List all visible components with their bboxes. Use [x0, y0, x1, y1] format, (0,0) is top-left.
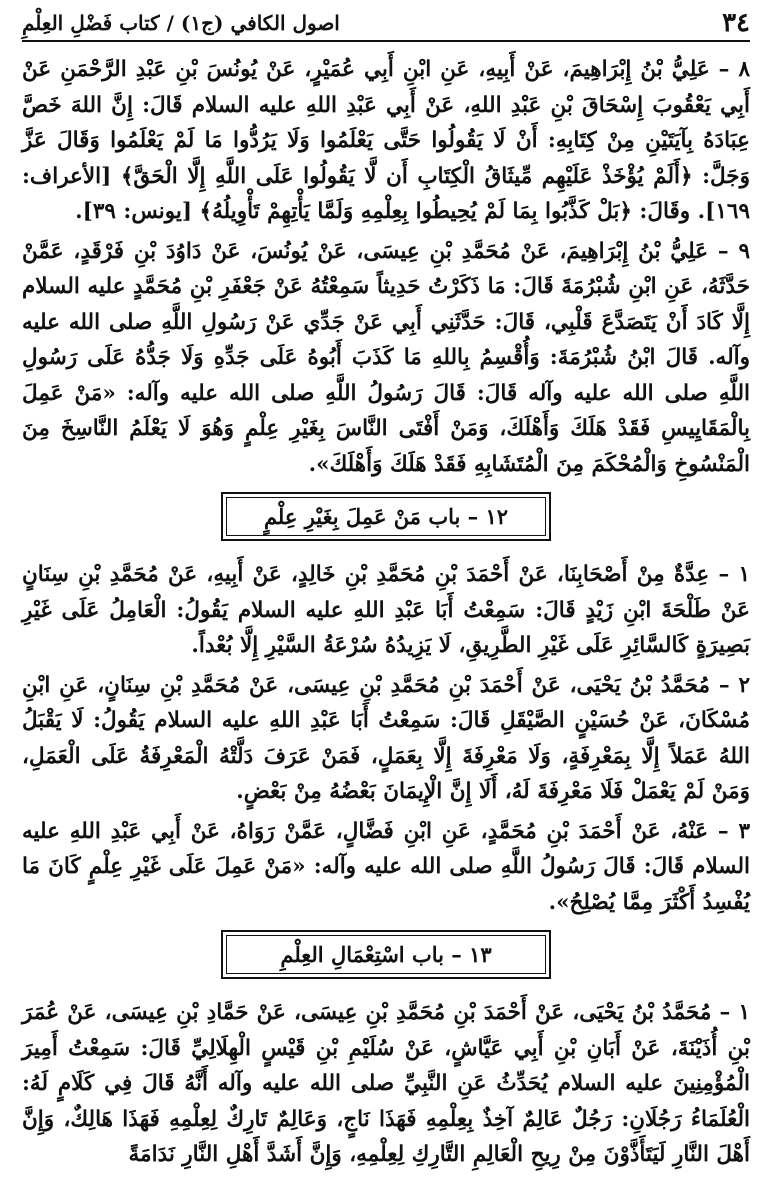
chapter-heading-box: [221, 930, 551, 979]
hadith-paragraph: ٨ – عَلِيُّ بْنُ إِبْرَاهِيمَ، عَنْ أَبِيهِ، عَنِ ابْنِ أَبِي عُمَيْرٍ، عَنْ يُونُسَ بْنِ عَبْدِ الرَّحْمَنِ عَنْ أَبِي يَعْقُوبَ إِسْحَاقَ بْنِ عَبْدِ اللهِ، عَنْ أَبِي عَبْدِ اللهِ عليه السلام قَالَ: إِنَّ اللهَ خَصَّ عِبَادَهُ بِآيَتَيْنِ مِنْ كِتَابِهِ: أَنْ لَا يَقُولُوا حَتَّى يَعْلَمُوا وَلَا يَرُدُّوا مَا لَمْ يَعْلَمُوا وَقَالَ عَزَّ وَجَلَّ: ﴿أَلَمْ يُؤْخَذْ عَلَيْهِم مِّيثَاقُ الْكِتَابِ أَن لَّا يَقُولُوا عَلَى اللَّهِ إِلَّا الْحَقَّ﴾ [الأعراف: ١٦٩]. وقَالَ: ﴿بَلْ كَذَّبُوا بِمَا لَمْ يُحِيطُوا بِعِلْمِهِ وَلَمَّا يَأْتِهِمْ تَأْوِيلُهُ﴾ [يونس: ٣٩].: [22, 57, 750, 224]
chapter-title: ١٢ – باب مَنْ عَمِلَ بِغَيْرِ عِلْمٍ: [226, 497, 546, 536]
page-number: ٣٤: [722, 8, 750, 38]
chapter-heading-box: [221, 492, 551, 541]
chapter-title: ١٣ – باب اسْتِعْمَالِ العِلْمِ: [226, 935, 546, 974]
page-content: [22, 52, 750, 1177]
hadith-paragraph: ٩ – عَلِيُّ بْنُ إِبْرَاهِيمَ، عَنْ مُحَمَّدِ بْنِ عِيسَى، عَنْ يُونُسَ، عَنْ دَاوُدَ بْنِ فَرْقَدٍ، عَمَّنْ حَدَّثَهُ، عَنِ ابْنِ شُبْرُمَةَ قَالَ: مَا ذَكَرْتُ حَدِيثاً سَمِعْتُهُ عَنْ جَعْفَرِ بْنِ مُحَمَّدٍ عليه السلام إِلَّا كَادَ أَنْ يَتَصَدَّعَ قَلْبِي، قَالَ: حَدَّثَنِي أَبِي عَنْ جَدِّي عَنْ رَسُولِ اللَّهِ صلى الله عليه وآله. قَالَ ابْنُ شُبْرُمَةَ: وَأُقْسِمُ بِاللهِ مَا كَذَبَ أَبُوهُ عَلَى جَدِّهِ وَلَا جَدُّهُ عَلَى رَسُولِ اللَّهِ صلى الله عليه وآله قَالَ: قَالَ رَسُولُ اللَّهِ صلى الله عليه وآله: «مَنْ عَمِلَ بِالْمَقَايِيسِ فَقَدْ هَلَكَ وَأَهْلَكَ، وَمَنْ أَفْتَى النَّاسَ بِغَيْرِ عِلْمٍ وَهُوَ لَا يَعْلَمُ النَّاسِخَ مِنَ الْمَنْسُوخِ وَالْمُحْكَمَ مِنَ الْمُتَشَابِهِ فَقَدْ هَلَكَ وَأَهْلَكَ».: [22, 238, 750, 477]
hadith-paragraph: ١ – مُحَمَّدُ بْنُ يَحْيَى، عَنْ أَحْمَدَ بْنِ مُحَمَّدِ بْنِ عِيسَى، عَنْ حَمَّادِ بْنِ عِيسَى، عَنْ عُمَرَ بْنِ أُذَيْنَةَ، عَنْ أَبَانِ بْنِ أَبِي عَيَّاشٍ، عَنْ سُلَيْمِ بْنِ قَيْسٍ الْهِلَالِيِّ قَالَ: سَمِعْتُ أَمِيرَ الْمُؤْمِنِينَ عليه السلام يُحَدِّثُ عَنِ النَّبِيِّ صلى الله عليه وآله أَنَّهُ قَالَ فِي كَلَامٍ لَهُ: الْعُلَمَاءُ رَجُلَانِ: رَجُلٌ عَالِمٌ آخِذٌ بِعِلْمِهِ فَهَذَا نَاجٍ، وَعَالِمٌ تَارِكٌ لِعِلْمِهِ فَهَذَا هَالِكٌ، وَإِنَّ أَهْلَ النَّارِ لَيَتَأَذَّوْنَ مِنْ رِيحِ الْعَالِمِ التَّارِكِ لِعِلْمِهِ، وَإِنَّ أَشَدَّ أَهْلِ النَّارِ نَدَامَةً: [22, 1000, 750, 1167]
running-title: اصول الكافي (ج١) / كتاب فَضْلِ العِلْمِ: [22, 11, 340, 35]
hadith-paragraph: ٢ – مُحَمَّدُ بْنُ يَحْيَى، عَنْ أَحْمَدَ بْنِ مُحَمَّدِ بْنِ عِيسَى، عَنْ مُحَمَّدِ بْنِ سِنَانٍ، عَنِ ابْنِ مُسْكَانَ، عَنْ حُسَيْنٍ الصَّيْقَلِ قَالَ: سَمِعْتُ أَبَا عَبْدِ اللهِ عليه السلام يَقُولُ: لَا يَقْبَلُ اللهُ عَمَلاً إِلَّا بِمَعْرِفَةٍ، وَلَا مَعْرِفَةَ إِلَّا بِعَمَلٍ، فَمَنْ عَرَفَ دَلَّتْهُ الْمَعْرِفَةُ عَلَى الْعَمَلِ، وَمَنْ لَمْ يَعْمَلْ فَلَا مَعْرِفَةَ لَهُ، أَلَا إِنَّ الْإِيمَانَ بَعْضُهُ مِنْ بَعْضٍ.: [22, 672, 750, 804]
page-header: [22, 6, 750, 42]
hadith-paragraph: ٣ – عَنْهُ، عَنْ أَحْمَدَ بْنِ مُحَمَّدٍ، عَنِ ابْنِ فَضَّالٍ، عَمَّنْ رَوَاهُ، عَنْ أَبِي عَبْدِ اللهِ عليه السلام قَالَ: قَالَ رَسُولُ اللَّهِ صلى الله عليه وآله: «مَنْ عَمِلَ عَلَى غَيْرِ عِلْمٍ كَانَ مَا يُفْسِدُ أَكْثَرَ مِمَّا يُصْلِحُ».: [22, 818, 750, 915]
hadith-paragraph: ١ – عِدَّةٌ مِنْ أَصْحَابِنَا، عَنْ أَحْمَدَ بْنِ مُحَمَّدِ بْنِ خَالِدٍ، عَنْ أَبِيهِ، عَنْ مُحَمَّدِ بْنِ سِنَانٍ عَنْ طَلْحَةَ ابْنِ زَيْدٍ قَالَ: سَمِعْتُ أَبَا عَبْدِ اللهِ عليه السلام يَقُولُ: الْعَامِلُ عَلَى غَيْرِ بَصِيرَةٍ كَالسَّائِرِ عَلَى غَيْرِ الطَّرِيقِ، لَا يَزِيدُهُ سُرْعَةُ السَّيْرِ إِلَّا بُعْداً.: [22, 562, 750, 658]
